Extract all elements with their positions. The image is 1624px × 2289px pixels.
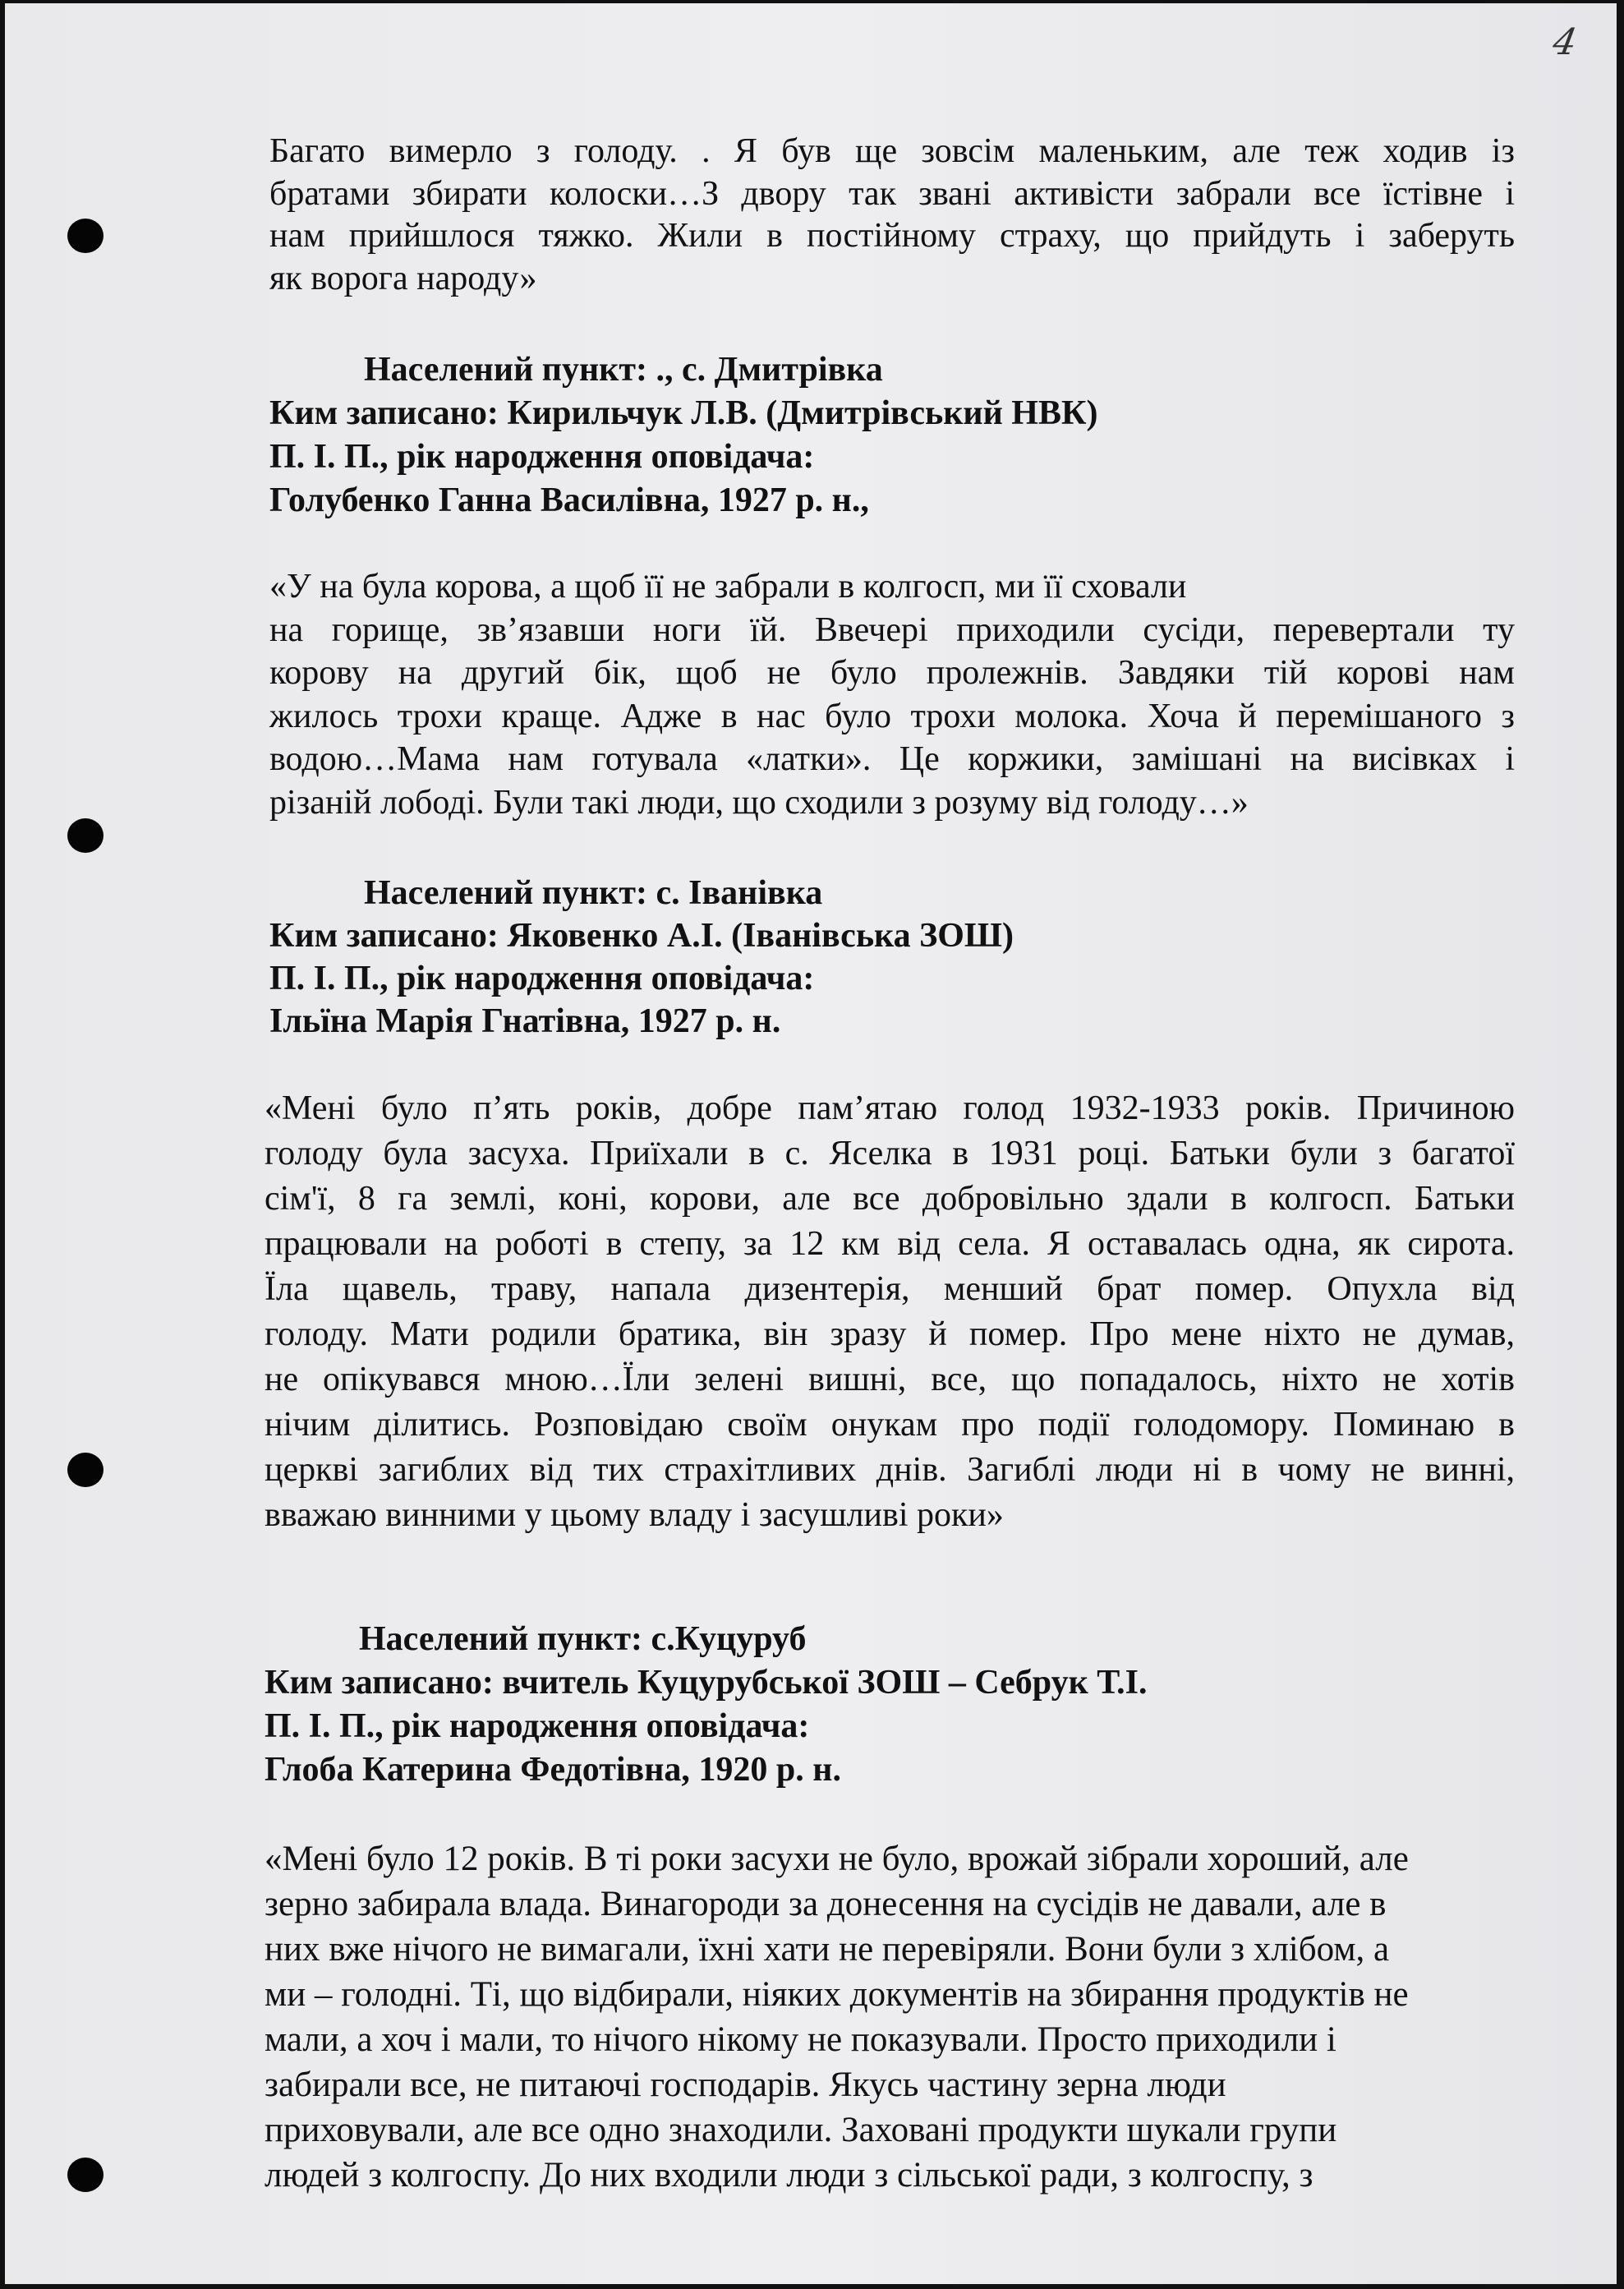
text-line: «Мені було 12 років. В ті роки засухи не було, врожай зібрали хороший, але bbox=[265, 1840, 1409, 1878]
text-line: забирали все, не питаючі господарів. Якусь частину зерна люди bbox=[265, 2066, 1226, 2104]
text-line: жилось трохи краще. Адже в нас було трохи молока. Хоча й перемішаного з bbox=[269, 697, 1515, 735]
header-line: Ким записано: Кирильчук Л.В. (Дмитрівський НВК) bbox=[269, 394, 1098, 432]
header-line: Ільїна Марія Гнатівна, 1927 р. н. bbox=[269, 1002, 781, 1040]
punch-hole bbox=[67, 2158, 104, 2192]
text-line: нам прийшлося тяжко. Жили в постійному страху, що прийдуть і заберуть bbox=[269, 217, 1515, 255]
header-line: Ким записано: Яковенко А.І. (Іванівська ЗОШ) bbox=[269, 917, 1014, 955]
record-header bbox=[265, 1618, 1510, 1792]
text-line: голоду була засуха. Приїхали в с. Яселка в 1931 році. Батьки були з багатої bbox=[265, 1135, 1515, 1172]
testimony-paragraph bbox=[265, 1086, 1515, 1538]
header-line: Населений пункт: ., с. Дмитрівка bbox=[364, 351, 883, 389]
text-line: людей з колгоспу. До них входили люди з сільської ради, з колгоспу, з bbox=[265, 2156, 1313, 2195]
header-line: П. І. П., рік народження оповідача: bbox=[269, 438, 815, 476]
header-line: Ким записано: вчитель Куцурубської ЗОШ – Себрук Т.І. bbox=[265, 1664, 1148, 1702]
record-header bbox=[269, 348, 1515, 523]
header-line: Населений пункт: с.Куцуруб bbox=[359, 1620, 807, 1658]
text-line: не опікувався мною…Їли зелені вишні, все, що попадалось, ніхто не хотів bbox=[265, 1361, 1515, 1398]
punch-hole bbox=[67, 1453, 104, 1487]
text-line: приховували, але все одно знаходили. Заховані продукти шукали групи bbox=[265, 2111, 1337, 2149]
header-line: Населений пункт: с. Іванівка bbox=[364, 874, 823, 912]
header-line: П. І. П., рік народження оповідача: bbox=[269, 960, 815, 997]
text-line: церкві загиблих від тих страхітливих днів. Загиблі люди ні в чому не винні, bbox=[265, 1451, 1515, 1489]
header-line: Голубенко Ганна Василівна, 1927 р. н., bbox=[269, 481, 869, 519]
text-line: як ворога народу» bbox=[269, 259, 537, 297]
text-line: сім'ї, 8 га землі, коні, корови, але все добровільно здали в колгосп. Батьки bbox=[265, 1180, 1515, 1218]
text-line: корову на другий бік, щоб не було пролежнів. Завдяки тій корові нам bbox=[269, 654, 1515, 692]
testimony-paragraph bbox=[265, 1836, 1510, 2198]
text-line: голоду. Мати родили братика, він зразу й помер. Про мене ніхто не думав, bbox=[265, 1315, 1515, 1353]
handwritten-page-number: 4 bbox=[1549, 21, 1580, 63]
text-line: «Мені було п’ять років, добре пам’ятаю голод 1932-1933 років. Причиною bbox=[265, 1089, 1515, 1127]
punch-hole bbox=[67, 219, 104, 253]
testimony-paragraph bbox=[269, 131, 1515, 300]
text-line: водою…Мама нам готувала «латки». Це коржики, замішані на висівках і bbox=[269, 740, 1515, 778]
text-line: ми – голодні. Ті, що відбирали, ніяких документів на збирання продуктів не bbox=[265, 1975, 1409, 2014]
text-line: працювали на роботі в степу, за 12 км від села. Я оставалась одна, як сирота. bbox=[265, 1225, 1515, 1263]
document-page bbox=[5, 3, 1617, 2284]
text-line: них вже нічого не вимагали, їхні хати не перевіряли. Вони були з хлібом, а bbox=[265, 1930, 1390, 1969]
text-line: Їла щавель, траву, напала дизентерія, менший брат помер. Опухла від bbox=[265, 1270, 1515, 1308]
text-line: «У на була корова, а щоб її не забрали в колгосп, ми її сховали bbox=[269, 568, 1187, 606]
testimony-paragraph bbox=[269, 565, 1515, 824]
header-line: П. І. П., рік народження оповідача: bbox=[265, 1707, 810, 1745]
header-line: Глоба Катерина Федотівна, 1920 р. н. bbox=[265, 1751, 841, 1789]
text-line: зерно забирала влада. Винагороди за донесення на сусідів не давали, але в bbox=[265, 1885, 1387, 1923]
punch-hole bbox=[67, 818, 104, 853]
text-line: нічим ділитись. Розповідаю своїм онукам про події голодомору. Поминаю в bbox=[265, 1406, 1515, 1444]
text-line: братами збирати колоски…З двору так звані активісти забрали все їстівне і bbox=[269, 174, 1515, 213]
record-header bbox=[269, 872, 1515, 1043]
text-line: різаній лободі. Були такі люди, що сходили з розуму від голоду…» bbox=[269, 783, 1249, 822]
text-line: мали, а хоч і мали, то нічого нікому не показували. Просто приходили і bbox=[265, 2020, 1336, 2059]
text-line: вважаю винними у цьому владу і засушливі роки» bbox=[265, 1496, 1004, 1534]
text-line: Багато вимерло з голоду. . Я був ще зовсім маленьким, але теж ходив із bbox=[269, 132, 1515, 170]
text-line: на горище, зв’язавши ноги їй. Ввечері приходили сусіди, перевертали ту bbox=[269, 610, 1515, 649]
